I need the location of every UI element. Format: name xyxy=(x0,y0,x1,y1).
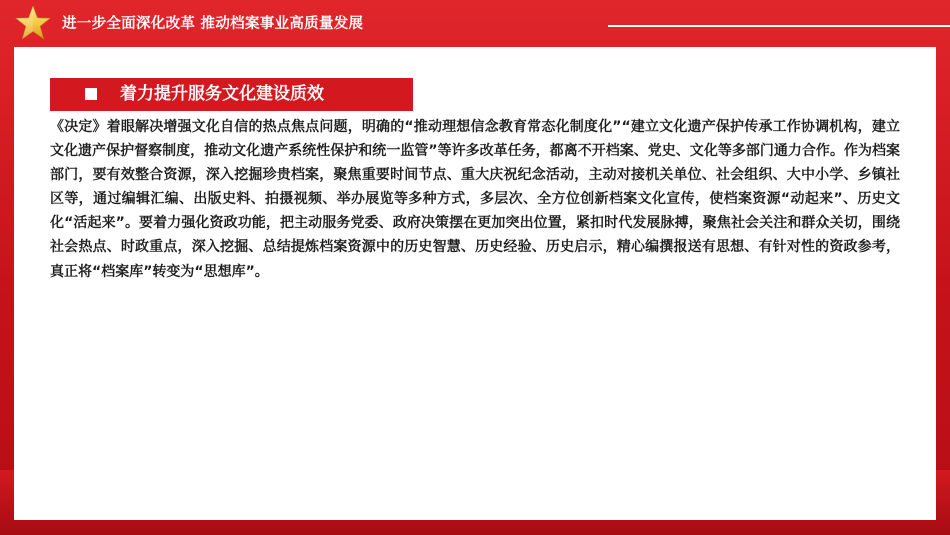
body-paragraph: 《决定》着眼解决增强文化自信的热点焦点问题，明确的“推动理想信念教育常态化制度化”“建立文化遗产保护传承工作协调机构，建立文化遗产保护督察制度，推动文化遗产系统性保护和统一监管”等许多改革任务，都离不开档案、党史、文化等多部门通力合作。作为档案部门，要有效整合资源，深入挖掘珍贵档案，聚焦重要时间节点、重大庆祝纪念活动，主动对接机关单位、社会组织、大中小学、乡镇社区等，通过编辑汇编、出版史料、拍摄视频、举办展览等多种方式，多层次、全方位创新档案文化宣传，使档案资源“动起来”、历史文化“活起来”。要着力强化资政功能，把主动服务党委、政府决策摆在更加突出位置，紧扣时代发展脉搏，聚焦社会关注和群众关切，围绕社会热点、时政重点，深入挖掘、总结提炼档案资源中的历史智慧、历史经验、历史启示，精心编撰报送有思想、有针对性的资政参考，真正将“档案库”转变为“思想库”。 xyxy=(50,119,900,280)
section-heading-bar xyxy=(50,78,413,111)
square-bullet-icon xyxy=(85,88,97,100)
star-icon xyxy=(14,4,52,42)
header-divider-line xyxy=(608,25,950,27)
header-title: 进一步全面深化改革 推动档案事业高质量发展 xyxy=(62,16,364,32)
section-heading-label: 着力提升服务文化建设质效 xyxy=(120,84,324,104)
header-bar xyxy=(0,0,950,46)
